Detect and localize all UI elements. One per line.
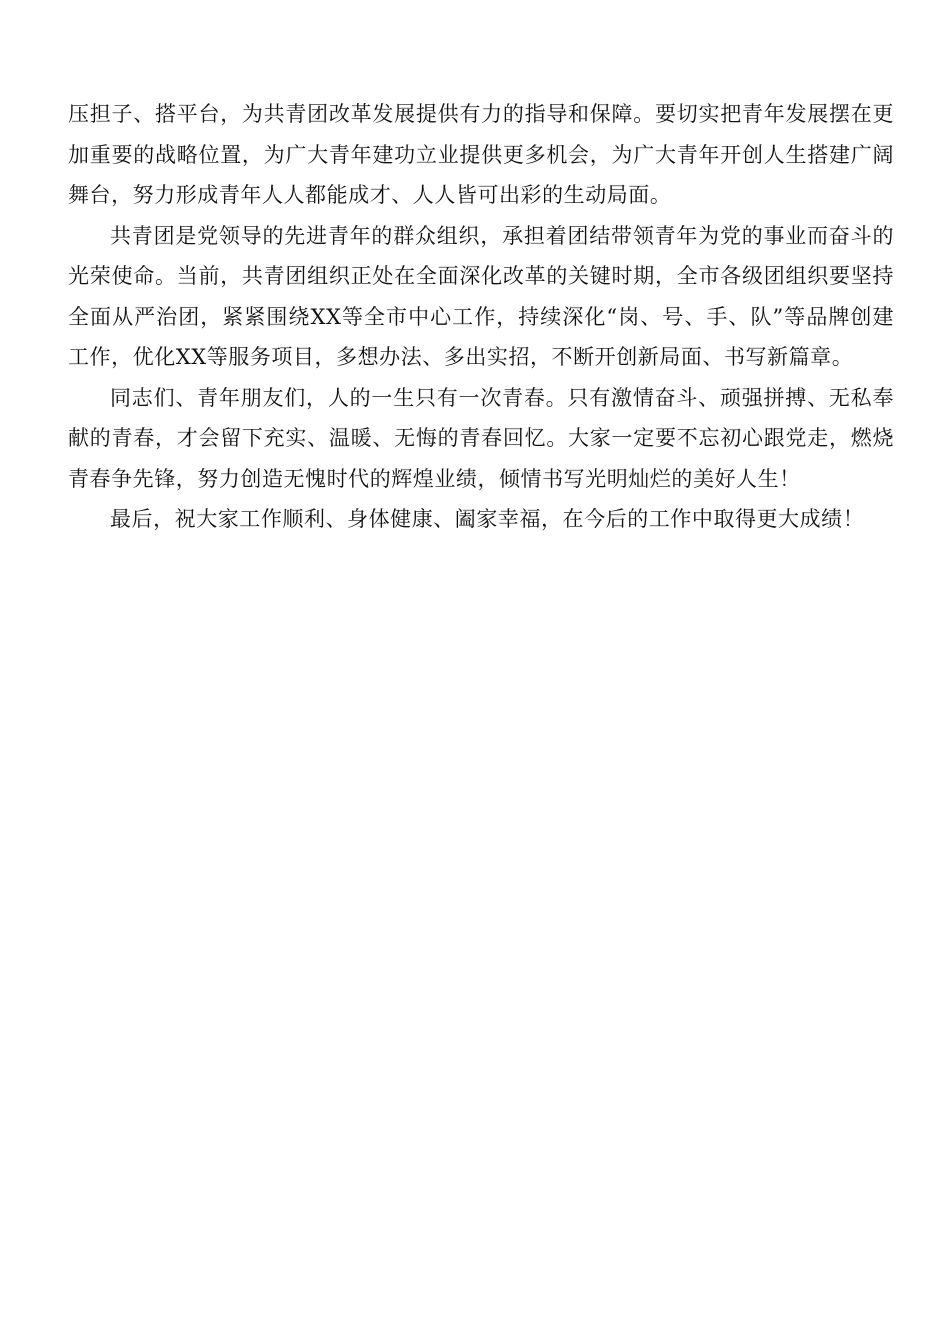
paragraph-2: 共青团是党领导的先进青年的群众组织，承担着团结带领青年为党的事业而奋斗的光荣使命。当前，共青团组织正处在全面深化改革的关键时期，全市各级团组织要坚持全面从严治团，紧紧围绕XX等全市中心工作，持续深化“岗、号、手、队”等品牌创建工作，优化XX等服务项目，多想办法、多出实招，不断开创新局面、书写新篇章。 [68,223,894,369]
paragraph-1: 压担子、搭平台，为共青团改革发展提供有力的指导和保障。要切实把青年发展摆在更加重要的战略位置，为广大青年建功立业提供更多机会，为广大青年开创人生搭建广阔舞台，努力形成青年人人都能成才、人人皆可出彩的生动局面。 [68,102,894,207]
document-body [68,94,894,540]
paragraph-3: 同志们、青年朋友们，人的一生只有一次青春。只有激情奋斗、顽强拼搏、无私奉献的青春，才会留下充实、温暖、无悔的青春回忆。大家一定要不忘初心跟党走，燃烧青春争先锋，努力创造无愧时代的辉煌业绩，倾情书写光明灿烂的美好人生！ [68,385,894,491]
paragraph-4: 最后，祝大家工作顺利、身体健康、阖家幸福，在今后的工作中取得更大成绩！ [110,507,865,531]
